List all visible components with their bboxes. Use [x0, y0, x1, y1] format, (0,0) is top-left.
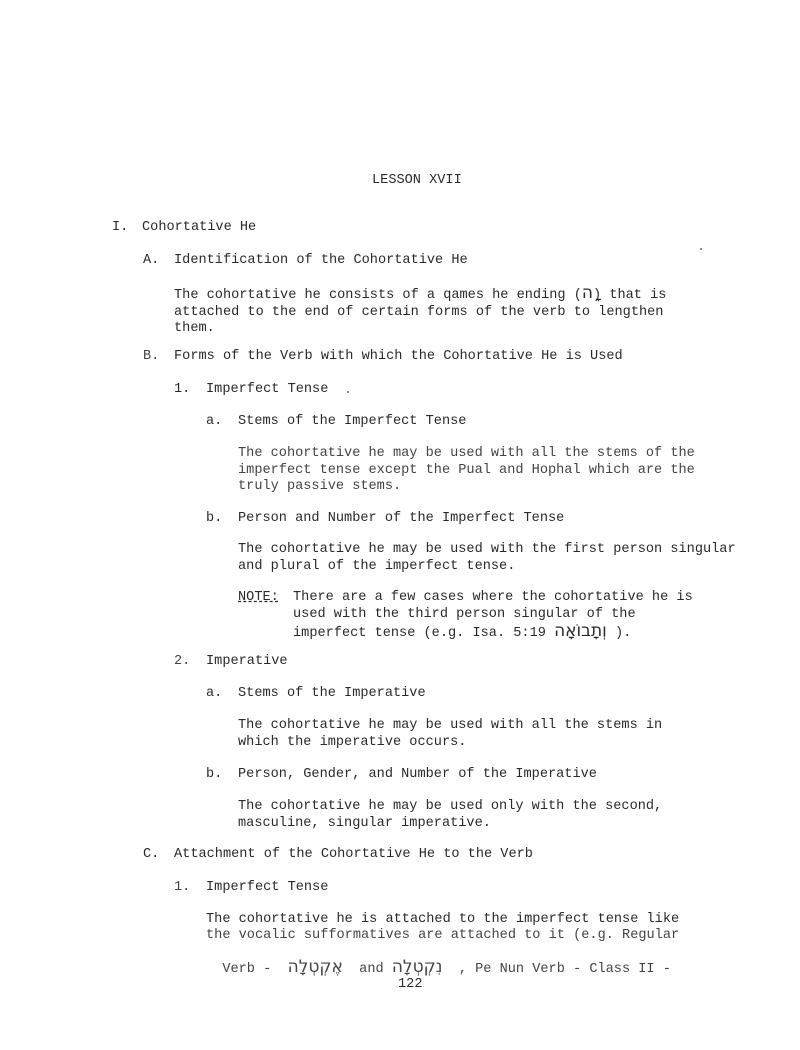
note-body: [293, 590, 693, 643]
section-b2b-body: The cohortative he may be used only with the second, masculine, singular imperative.: [238, 799, 663, 831]
section-c1-number: 1.: [174, 880, 191, 895]
section-a-number: A.: [143, 253, 160, 268]
section-a-body-before: The cohortative he consists of a qames he ending (: [174, 288, 582, 303]
section-b1-heading: Imperfect Tense: [206, 382, 329, 397]
qames-he-glyph: ָה: [581, 283, 593, 303]
section-b2-heading: Imperative: [206, 654, 288, 669]
section-b1a-heading: Stems of the Imperfect Tense: [238, 414, 467, 429]
section-b1b-body: The cohortative he may be used with the first person singular and plural of the imperfect tense.: [238, 542, 736, 574]
section-b-heading: Forms of the Verb with which the Cohortative He is Used: [174, 349, 623, 364]
section-b1b-heading: Person and Number of the Imperfect Tense: [238, 511, 565, 526]
line3-end: , Pe Nun Verb - Class II -: [458, 962, 671, 977]
section-b2b-heading: Person, Gender, and Number of the Imperative: [238, 767, 597, 782]
section-b2b-letter: b.: [206, 767, 223, 782]
line3-start: Verb -: [222, 962, 272, 977]
section-b1b-letter: b.: [206, 511, 223, 526]
section-b2a-letter: a.: [206, 686, 223, 701]
section-a-body-after: ) that is attached to the end of certain forms of the verb to lengthen them.: [174, 288, 667, 336]
scan-speck: [700, 248, 702, 250]
stray-mark: [347, 391, 349, 393]
page-number: 122: [398, 977, 423, 992]
section-i-number: I.: [112, 220, 129, 235]
note-label: NOTE:: [238, 590, 279, 605]
section-c1-heading: Imperfect Tense: [206, 880, 329, 895]
section-b-number: B.: [143, 349, 160, 364]
section-b1a-body: The cohortative he may be used with all the stems of the imperfect tense except the Pual and Hophal which are the truly passive stems.: [238, 446, 695, 494]
hebrew-example-eqtelah: אֶקְטְלָה: [287, 957, 343, 977]
section-c-number: C.: [143, 847, 160, 862]
section-i-heading: Cohortative He: [142, 220, 257, 235]
section-b2a-body: The cohortative he may be used with all the stems in which the imperative occurs.: [238, 718, 663, 750]
section-c-heading: Attachment of the Cohortative He to the Verb: [174, 847, 533, 862]
section-b1a-letter: a.: [206, 414, 223, 429]
note-text: There are a few cases where the cohortative he is used with the third person singular of the imperfect tense (e.g. Isa. 5:19: [293, 590, 693, 641]
note-close: ).: [614, 626, 632, 641]
page-title: LESSON XVII: [372, 173, 462, 188]
section-c1-body-line1: The cohortative he is attached to the imperfect tense like: [206, 912, 680, 927]
section-b2-number: 2.: [174, 654, 191, 669]
section-a-heading: Identification of the Cohortative He: [174, 253, 468, 268]
hebrew-example-isa: וְתָבוֹאָה: [554, 621, 607, 641]
section-b2a-heading: Stems of the Imperative: [238, 686, 426, 701]
section-c1-body-line2: the vocalic sufformatives are attached to it (e.g. Regular: [206, 928, 680, 943]
section-b1-number: 1.: [174, 382, 191, 397]
section-c1-body-line3: [206, 943, 671, 978]
section-a-body: [174, 285, 674, 338]
hebrew-example-niqtelah: נִקְטְלָה: [391, 957, 443, 977]
line3-and: and: [359, 962, 384, 977]
